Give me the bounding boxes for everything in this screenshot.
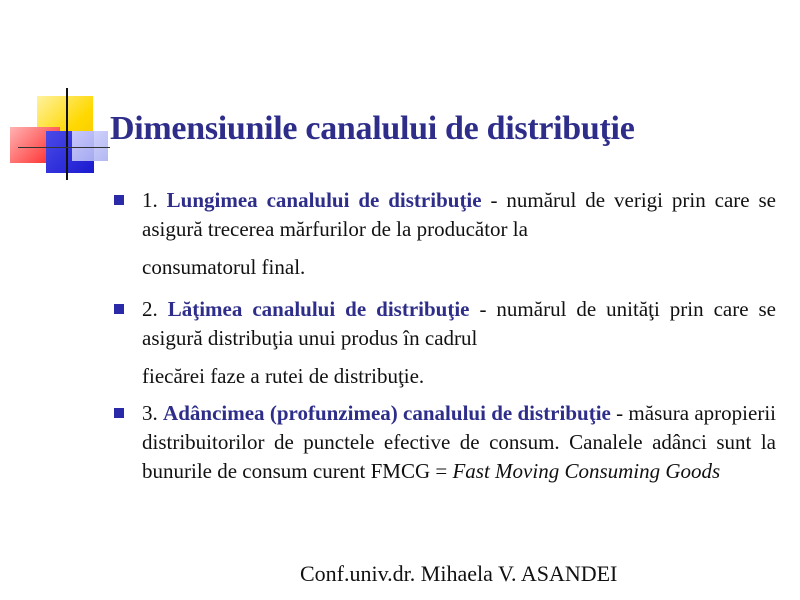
bullet-number: 3.	[142, 401, 158, 425]
bullet-list	[112, 186, 776, 486]
bullet-text-end: consumatorul final.	[142, 255, 306, 279]
square-bullet-icon	[114, 195, 124, 205]
bullet-text-end: fiecărei faze a rutei de distribuţie.	[142, 364, 425, 388]
bullet-item	[112, 295, 776, 399]
bullet-text-italic: Fast Moving Consuming Goods	[452, 459, 721, 483]
bullet-number: 1.	[142, 188, 158, 212]
slide-title: Dimensiunile canalului de distribuţie	[110, 110, 635, 147]
author-footer: Conf.univ.dr. Mihaela V. ASANDEI	[300, 561, 618, 586]
bullet-number: 2.	[142, 297, 158, 321]
bullet-text: - numărul de verigi prin care se asigură trecerea mărfurilor de la producător la	[142, 188, 776, 241]
vertical-line-icon	[66, 88, 68, 180]
bullet-term: Adâncimea (profunzimea) canalului de distribuţie	[163, 401, 611, 425]
bullet-item	[112, 186, 776, 295]
decorative-squares-logo	[0, 0, 120, 190]
bullet-item	[112, 399, 776, 486]
bullet-term: Lăţimea canalului de distribuţie	[167, 297, 470, 321]
light-blue-square-icon	[72, 131, 108, 161]
bullet-text: - măsura apropierii distribuitorilor de punctele efective de consum. Canalele adânci sunt la bunurile de consum curent FMCG =	[142, 401, 776, 483]
bullet-text: - numărul de unităţi prin care se asigură distribuţia unui produs în cadrul	[142, 297, 776, 350]
square-bullet-icon	[114, 304, 124, 314]
square-bullet-icon	[114, 408, 124, 418]
bullet-term: Lungimea canalului de distribuţie	[166, 188, 482, 212]
horizontal-line-icon	[18, 147, 110, 148]
